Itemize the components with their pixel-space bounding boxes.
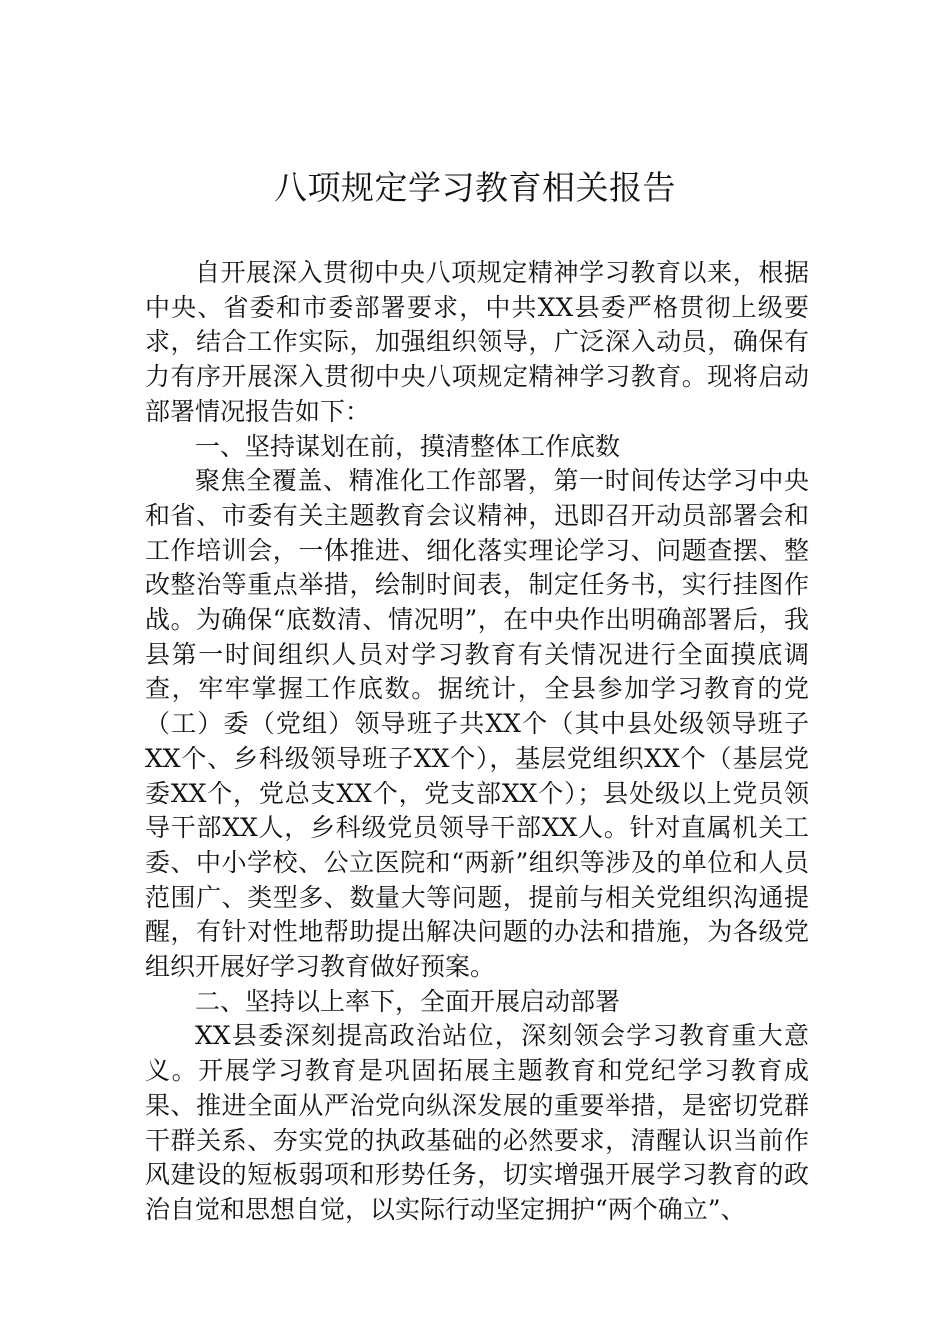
page-title: 八项规定学习教育相关报告 (274, 168, 676, 207)
section-1-paragraph: 聚焦全覆盖、精准化工作部署，第一时间传达学习中央和省、市委有关主题教育会议精神，迅即召开动员部署会和工作培训会，一体推进、细化落实理论学习、问题查摆、整改整治等重点举措，绘制时间表，制定任务书，实行挂图作战。为确保“底数清、情况明”，在中央作出明确部署后，我县第一时间组织人员对学习教育有关情况进行全面摸底调查，牢牢掌握工作底数。据统计，全县参加学习教育的党（工）委（党组）领导班子共XX个（其中县处级领导班子XX个、乡科级领导班子XX个），基层党组织XX个（基层党委XX个，党总支XX个，党支部XX个）；县处级以上党员领导干部XX人，乡科级党员领导干部XX人。针对直属机关工委、中小学校、公立医院和“两新”组织等涉及的单位和人员范围广、类型多、数量大等问题，提前与相关党组织沟通提醒，有针对性地帮助提出解决问题的办法和措施，为各级党组织开展好学习教育做好预案。 (145, 466, 809, 982)
section-heading-1: 一、坚持谋划在前，摸清整体工作底数 (195, 431, 621, 461)
document-body (145, 256, 809, 1228)
intro-paragraph: 自开展深入贯彻中央八项规定精神学习教育以来，根据中央、省委和市委部署要求，中共XX县委严格贯彻上级要求，结合工作实际，加强组织领导，广泛深入动员，确保有力有序开展深入贯彻中央八项规定精神学习教育。现将启动部署情况报告如下： (145, 258, 809, 426)
section-heading-2: 二、坚持以上率下，全面开展启动部署 (195, 986, 621, 1016)
section-2-paragraph: XX县委深刻提高政治站位，深刻领会学习教育重大意义。开展学习教育是巩固拓展主题教育和党纪学习教育成果、推进全面从严治党向纵深发展的重要举措，是密切党群干群关系、夯实党的执政基础的必然要求，清醒认识当前作风建设的短板弱项和形势任务，切实增强开展学习教育的政治自觉和思想自觉，以实际行动坚定拥护“两个确立”、 (145, 1021, 809, 1224)
